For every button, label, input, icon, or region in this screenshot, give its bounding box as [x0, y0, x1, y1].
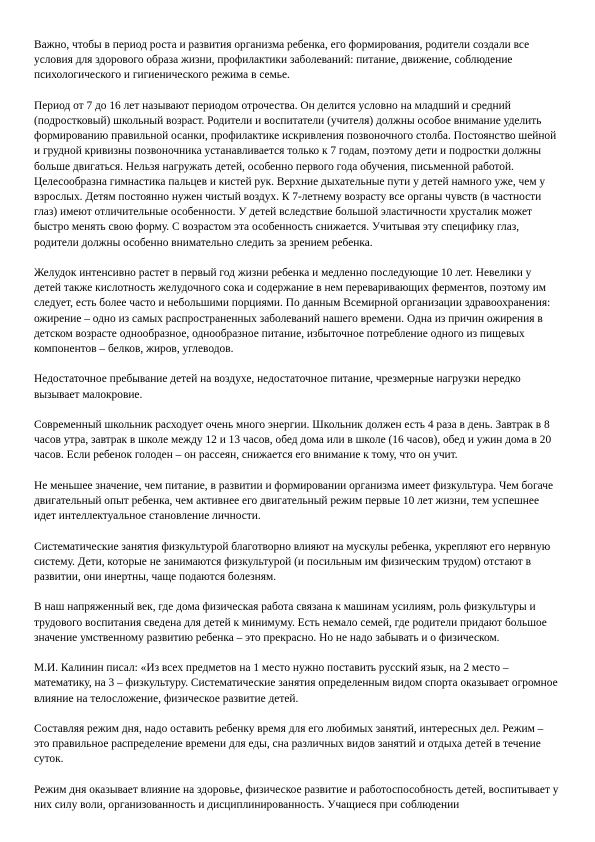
paragraph-9: М.И. Калинин писал: «Из всех предметов на 1 место нужно поставить русский язык, на 2 место – математику, на 3 – физкультуру. Систематические занятия определенным видом спорта оказывает огромное влияние на телосложение, физическое развитие детей. — [34, 662, 558, 705]
paragraph-1: Важно, чтобы в период роста и развития организма ребенка, его формирования, родители создали все условия для здорового образа жизни, профилактики заболеваний: питание, движение, соблюдение психологического и гигиенического режима в семье. — [34, 39, 530, 82]
paragraph-3: Желудок интенсивно растет в первый год жизни ребенка и медленно последующие 10 лет. Невелики у детей также кислотность желудочного сока и содержание в нем переваривающих ферментов, поэтому им следует, есть более часто и небольшими порциями. По данным Всемирной организации здравоохранения: ожирение – одно из самых распространенных заболеваний нашего времени. Одна из причин ожирения в детском возрасте однообразное, однообразное питание, избыточное потребление одного из пищевых компонентов – белков, жиров, углеводов. — [34, 267, 551, 356]
paragraph-8: В наш напряженный век, где дома физическая работа связана к машинам усилиям, роль физкультуры и трудового воспитания сведена для детей к минимуму. Есть немало семей, где родители придают большое значение умственному развитию ребенка – это прекрасно. Но не надо забывать и о физическом. — [34, 601, 547, 644]
paragraph-11: Режим дня оказывает влияние на здоровье, физическое развитие и работоспособность детей, воспитывает у них силу воли, организованность и дисциплинированность. Учащиеся при соблюдении — [34, 783, 559, 811]
paragraph-4: Недостаточное пребывание детей на воздухе, недостаточное питание, чрезмерные нагрузки нередко вызывает малокровие. — [34, 373, 521, 401]
paragraph-7: Систематические занятия физкультурой благотворно влияют на мускулы ребенка, укрепляют его нервную систему. Дети, которые не занимаются физкультурой (и посильным им физическим трудом) отстают в развитии, они инертны, чаще подаются болезням. — [34, 540, 551, 584]
paragraph-5: Современный школьник расходует очень много энергии. Школьник должен есть 4 раза в день. Завтрак в 8 часов утра, завтрак в школе между 12 и 13 часов, обед дома или в школе (16 часов), обед и ужин дома в 20 часов. Если ребенок голоден – он рассеян, снижается его внимание к тому, что он учит. — [34, 419, 552, 462]
paragraph-6: Не меньшее значение, чем питание, в развитии и формировании организма имеет физкультура. Чем богаче двигательный опыт ребенка, чем активнее его двигательный режим первые 10 лет жизни, тем успешнее идет интеллектуальное становление личности. — [34, 479, 554, 523]
paragraph-2: Период от 7 до 16 лет называют периодом отрочества. Он делится условно на младший и средний (подростковый) школьный возраст. Родители и воспитатели (учителя) должны особое внимание уделить формированию правильной осанки, профилактике искривления позвоночного столба. Постоянство шейной и грудной кривизны позвоночника устанавливается только к 7 годам, поэтому дети и подростки должны больше двигаться. Нельзя нагружать детей, особенно первого года обучения, письменной работой. Целесообразна гимнастика пальцев и кистей рук. Верхние дыхательные пути у детей намного уже, чем у взрослых. Детям постоянно нужен чистый воздух. К 7-летнему возрасту все органы чувств (в частности глаз) имеют отличительные особенности. У детей вследствие большой эластичности хрусталик может быстро менять свою форму. С возрастом эта особенность снижается. Учитывая эту специфику глаз, родители должны особенно внимательно следить за зрением ребенка. — [34, 99, 557, 249]
document-page — [34, 38, 560, 813]
paragraph-10: Составляя режим дня, надо оставить ребенку время для его любимых занятий, интересных дел. Режим – это правильное распределение времени для еды, сна различных видов занятий и отдыха детей в течение суток. — [34, 723, 544, 766]
